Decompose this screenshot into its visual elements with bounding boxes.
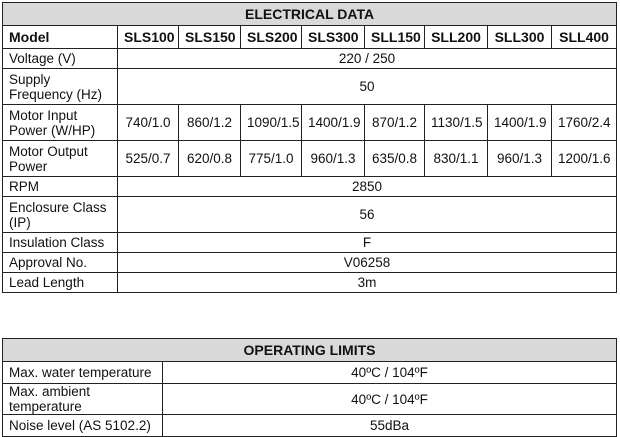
voltage-label: Voltage (V) xyxy=(3,49,118,69)
output-power-value: 620/0.8 xyxy=(179,141,241,177)
frequency-value: 50 xyxy=(118,69,617,105)
enclosure-value: 56 xyxy=(118,197,617,233)
model-header: SLS200 xyxy=(241,26,302,49)
limit-row xyxy=(3,415,617,437)
insulation-row xyxy=(3,233,617,253)
enclosure-label: Enclosure Class (IP) xyxy=(3,197,118,233)
rpm-label: RPM xyxy=(3,177,118,197)
limit-value: 40ºC / 104ºF xyxy=(163,384,617,415)
electrical-data-table xyxy=(2,2,617,293)
frequency-row xyxy=(3,69,617,105)
rpm-row xyxy=(3,177,617,197)
insulation-label: Insulation Class xyxy=(3,233,118,253)
limit-label: Noise level (AS 5102.2) xyxy=(3,415,163,437)
input-power-value: 1130/1.5 xyxy=(425,105,488,141)
limit-value: 55dBa xyxy=(163,415,617,437)
electrical-data-title: ELECTRICAL DATA xyxy=(3,3,617,26)
enclosure-row xyxy=(3,197,617,233)
input-power-value: 870/1.2 xyxy=(365,105,425,141)
output-power-value: 960/1.3 xyxy=(488,141,552,177)
operating-limits-table xyxy=(2,338,617,437)
insulation-value: F xyxy=(118,233,617,253)
output-power-value: 830/1.1 xyxy=(425,141,488,177)
input-power-value: 1400/1.9 xyxy=(488,105,552,141)
input-power-value: 1760/2.4 xyxy=(552,105,617,141)
output-power-value: 525/0.7 xyxy=(118,141,179,177)
approval-row xyxy=(3,253,617,273)
rpm-value: 2850 xyxy=(118,177,617,197)
frequency-label: Supply Frequency (Hz) xyxy=(3,69,118,105)
limit-row xyxy=(3,362,617,384)
model-header: SLL200 xyxy=(425,26,488,49)
input-power-value: 1090/1.5 xyxy=(241,105,302,141)
output-power-value: 1200/1.6 xyxy=(552,141,617,177)
input-power-value: 1400/1.9 xyxy=(302,105,365,141)
limit-label: Max. water temperature xyxy=(3,362,163,384)
output-power-value: 775/1.0 xyxy=(241,141,302,177)
model-header: SLL150 xyxy=(365,26,425,49)
model-header: SLL300 xyxy=(488,26,552,49)
input-power-label: Motor Input Power (W/HP) xyxy=(3,105,118,141)
model-header: SLL400 xyxy=(552,26,617,49)
input-power-value: 860/1.2 xyxy=(179,105,241,141)
limit-row xyxy=(3,384,617,415)
lead-length-value: 3m xyxy=(118,273,617,293)
model-header: SLS300 xyxy=(302,26,365,49)
input-power-value: 740/1.0 xyxy=(118,105,179,141)
voltage-value: 220 / 250 xyxy=(118,49,617,69)
operating-limits-title: OPERATING LIMITS xyxy=(3,339,617,362)
model-header-row xyxy=(3,26,617,49)
limit-value: 40ºC / 104ºF xyxy=(163,362,617,384)
lead-length-label: Lead Length xyxy=(3,273,118,293)
output-power-value: 635/0.8 xyxy=(365,141,425,177)
voltage-row xyxy=(3,49,617,69)
output-power-row xyxy=(3,141,617,177)
model-header: SLS100 xyxy=(118,26,179,49)
output-power-label: Motor Output Power xyxy=(3,141,118,177)
model-header: SLS150 xyxy=(179,26,241,49)
model-label: Model xyxy=(3,26,118,49)
approval-label: Approval No. xyxy=(3,253,118,273)
approval-value: V06258 xyxy=(118,253,617,273)
output-power-value: 960/1.3 xyxy=(302,141,365,177)
limit-label: Max. ambient temperature xyxy=(3,384,163,415)
input-power-row xyxy=(3,105,617,141)
lead-length-row xyxy=(3,273,617,293)
